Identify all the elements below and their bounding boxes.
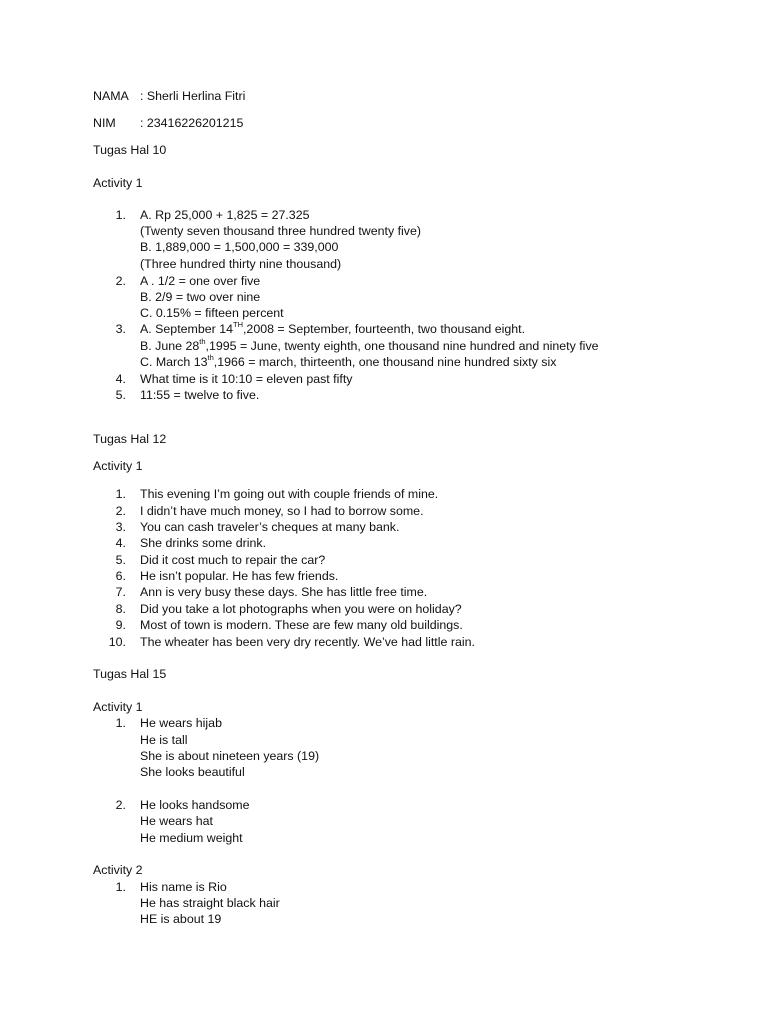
list-item: You can cash traveler’s cheques at many bank.: [140, 520, 400, 534]
list-number: 1.: [115, 716, 126, 730]
list-item: His name is Rio: [140, 880, 227, 894]
list-number: 3.: [115, 322, 126, 336]
list-item: Did it cost much to repair the car?: [140, 553, 326, 567]
list-number: 7.: [115, 585, 126, 599]
list-item: HE is about 19: [140, 912, 222, 926]
list-number: 6.: [115, 569, 126, 583]
list-item: A . 1/2 = one over five: [140, 274, 261, 288]
list-number: 5.: [115, 388, 126, 402]
ordinal-suffix: th: [199, 336, 206, 346]
nama-value: : Sherli Herlina Fitri: [140, 89, 246, 103]
list-item: [140, 338, 599, 354]
nim-value: : 23416226201215: [140, 116, 244, 130]
list-number: 2.: [115, 504, 126, 518]
activity-heading: Activity 1: [93, 700, 143, 714]
list-number: 9.: [115, 618, 126, 632]
list-item: 11:55 = twelve to five.: [140, 388, 260, 402]
list-number: 2.: [115, 798, 126, 812]
ordinal-suffix: th: [207, 352, 214, 362]
list-number: 8.: [115, 602, 126, 616]
list-item: Did you take a lot photographs when you were on holiday?: [140, 602, 462, 616]
list-item: He is tall: [140, 733, 188, 747]
list-number: 10.: [108, 635, 126, 649]
list-item: The wheater has been very dry recently. We’ve had little rain.: [140, 635, 475, 649]
list-item: [140, 354, 556, 370]
date-text: C. March 13: [140, 355, 208, 369]
list-item: [140, 321, 525, 337]
section-title: Tugas Hal 15: [93, 667, 167, 681]
list-item: (Twenty seven thousand three hundred twenty five): [140, 224, 422, 238]
list-number: 1.: [115, 208, 126, 222]
activity-heading: Activity 1: [93, 176, 143, 190]
date-text: ,1995 = June, twenty eighth, one thousand nine hundred and ninety five: [205, 339, 599, 353]
list-number: 4.: [115, 372, 126, 386]
list-item: B. 2/9 = two over nine: [140, 290, 261, 304]
list-item: She looks beautiful: [140, 765, 245, 779]
nim-label: NIM: [93, 116, 116, 130]
list-item: C. 0.15% = fifteen percent: [140, 306, 284, 320]
section-title: Tugas Hal 10: [93, 143, 167, 157]
section-title: Tugas Hal 12: [93, 432, 167, 446]
list-item: She drinks some drink.: [140, 536, 267, 550]
list-item: He wears hat: [140, 814, 214, 828]
list-item: A. Rp 25,000 + 1,825 = 27.325: [140, 208, 310, 222]
date-text: B. June 28: [140, 339, 200, 353]
list-item: What time is it 10:10 = eleven past fifty: [140, 372, 353, 386]
list-item: Most of town is modern. These are few many old buildings.: [140, 618, 463, 632]
list-item: B. 1,889,000 = 1,500,000 = 339,000: [140, 240, 339, 254]
list-item: Ann is very busy these days. She has little free time.: [140, 585, 428, 599]
list-item: He wears hijab: [140, 716, 222, 730]
date-text: ,2008 = September, fourteenth, two thousand eight.: [242, 322, 526, 336]
list-number: 2.: [115, 274, 126, 288]
date-text: ,1966 = march, thirteenth, one thousand nine hundred sixty six: [213, 355, 557, 369]
list-item: He looks handsome: [140, 798, 250, 812]
list-number: 4.: [115, 536, 126, 550]
list-item: He medium weight: [140, 831, 243, 845]
activity-heading: Activity 2: [93, 863, 143, 877]
list-item: I didn’t have much money, so I had to borrow some.: [140, 504, 424, 518]
list-item: (Three hundred thirty nine thousand): [140, 257, 342, 271]
list-number: 3.: [115, 520, 126, 534]
list-item: He has straight black hair: [140, 896, 280, 910]
list-number: 5.: [115, 553, 126, 567]
nama-label: NAMA: [93, 89, 129, 103]
list-item: He isn’t popular. He has few friends.: [140, 569, 339, 583]
ordinal-suffix: TH: [232, 319, 243, 329]
list-number: 1.: [115, 880, 126, 894]
list-item: She is about nineteen years (19): [140, 749, 320, 763]
date-text: A. September 14: [140, 322, 233, 336]
activity-heading: Activity 1: [93, 459, 143, 473]
list-item: This evening I’m going out with couple friends of mine.: [140, 487, 439, 501]
list-number: 1.: [115, 487, 126, 501]
